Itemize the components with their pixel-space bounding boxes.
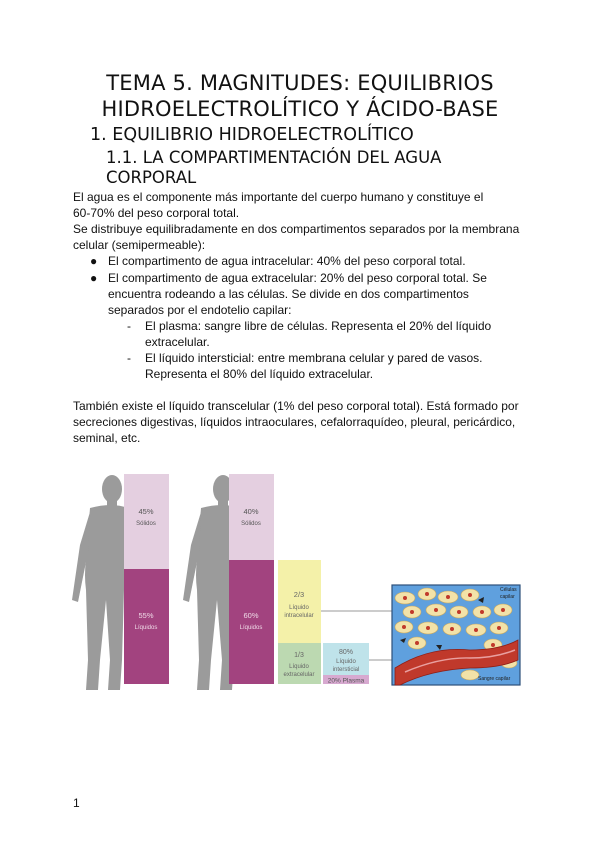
title-line-2: HIDROELECTROLÍTICO Y ÁCIDO-BASE: [101, 97, 499, 121]
bar1-solids-pct: 45%: [138, 507, 154, 516]
subitem-line: El plasma: sangre libre de células. Representa el 20% del líquido: [145, 319, 492, 333]
section-heading-1-1-line-2: CORPORAL: [106, 168, 197, 187]
bar1-solids-label: Sólidos: [136, 521, 156, 527]
bullet-line: separados por el endotelio capilar:: [108, 303, 292, 317]
bullet-line: encuentra rodeando a las células. Se divide en dos compartimentos: [108, 287, 469, 301]
bar2-solids-label: Sólidos: [241, 521, 261, 527]
bar2-liquids-pct: 60%: [243, 611, 259, 620]
paragraph-line: celular (semipermeable):: [73, 238, 206, 252]
subitem-line: Representa el 80% del líquido extracelular.: [145, 367, 374, 381]
intersticial-label-1: Líquido: [336, 659, 356, 665]
human-silhouette-icon: [72, 475, 130, 690]
intracelular-label-1: Líquido: [289, 605, 309, 611]
intersticial-label-2: intersticial: [332, 667, 360, 673]
page-number: 1: [73, 796, 80, 810]
bar2-solids-pct: 40%: [243, 507, 259, 516]
bullet-line: El compartimento de agua extracelular: 20% del peso corporal total. Se: [108, 271, 487, 285]
cells-capillary-illustration: [392, 585, 520, 685]
paragraph-line: El agua es el componente más importante del cuerpo humano y constituye el: [73, 190, 484, 204]
section-heading-1-1-line-1: 1.1. LA COMPARTIMENTACIÓN DEL AGUA: [106, 148, 442, 167]
bar2-liquids: [229, 560, 274, 684]
extracelular-frac: 1/3: [294, 652, 304, 659]
subitem-line: extracelular.: [145, 335, 210, 349]
intracelular-label-2: intracelular: [284, 613, 314, 619]
bar2-liquids-label: Líquidos: [239, 625, 263, 631]
paragraph-line: Se distribuye equilibradamente en dos compartimentos separados por la membrana: [73, 222, 520, 236]
extracelular-label-1: Líquido: [289, 664, 309, 670]
paragraph-line: secreciones digestivas, líquidos intraoculares, cefalorraquídeo, pleural, pericárdico,: [73, 415, 516, 429]
bar1-liquids-label: Líquidos: [134, 625, 158, 631]
capillary-blood-label: Sangre capilar: [478, 676, 511, 682]
cells-label-1: Células: [500, 587, 517, 593]
intracelular-block: [278, 560, 321, 643]
section-heading-1: 1. EQUILIBRIO HIDROELECTROLÍTICO: [90, 125, 414, 145]
cells-label-2: capilar: [500, 594, 515, 600]
bar2-solids: [229, 474, 274, 560]
dash-icon: -: [127, 351, 131, 365]
extracelular-label-2: extracelular: [283, 672, 315, 678]
bullet-line: El compartimento de agua intracelular: 40% del peso corporal total.: [108, 254, 466, 268]
bullet-icon: ●: [90, 271, 98, 285]
paragraph-line: 60-70% del peso corporal total.: [73, 206, 240, 220]
paragraph-line: seminal, etc.: [73, 431, 141, 445]
bar1-liquids-pct: 55%: [138, 611, 154, 620]
dash-icon: -: [127, 319, 131, 333]
intracelular-frac: 2/3: [293, 590, 305, 599]
plasma-label: 20% Plasma: [327, 677, 365, 685]
subitem-line: El líquido intersticial: entre membrana celular y pared de vasos.: [145, 351, 483, 365]
bullet-icon: ●: [90, 254, 98, 268]
paragraph-line: También existe el líquido transcelular (1% del peso corporal total). Está formado por: [73, 399, 519, 413]
intersticial-pct: 80%: [338, 649, 354, 656]
title-line-1: TEMA 5. MAGNITUDES: EQUILIBRIOS: [106, 71, 494, 95]
